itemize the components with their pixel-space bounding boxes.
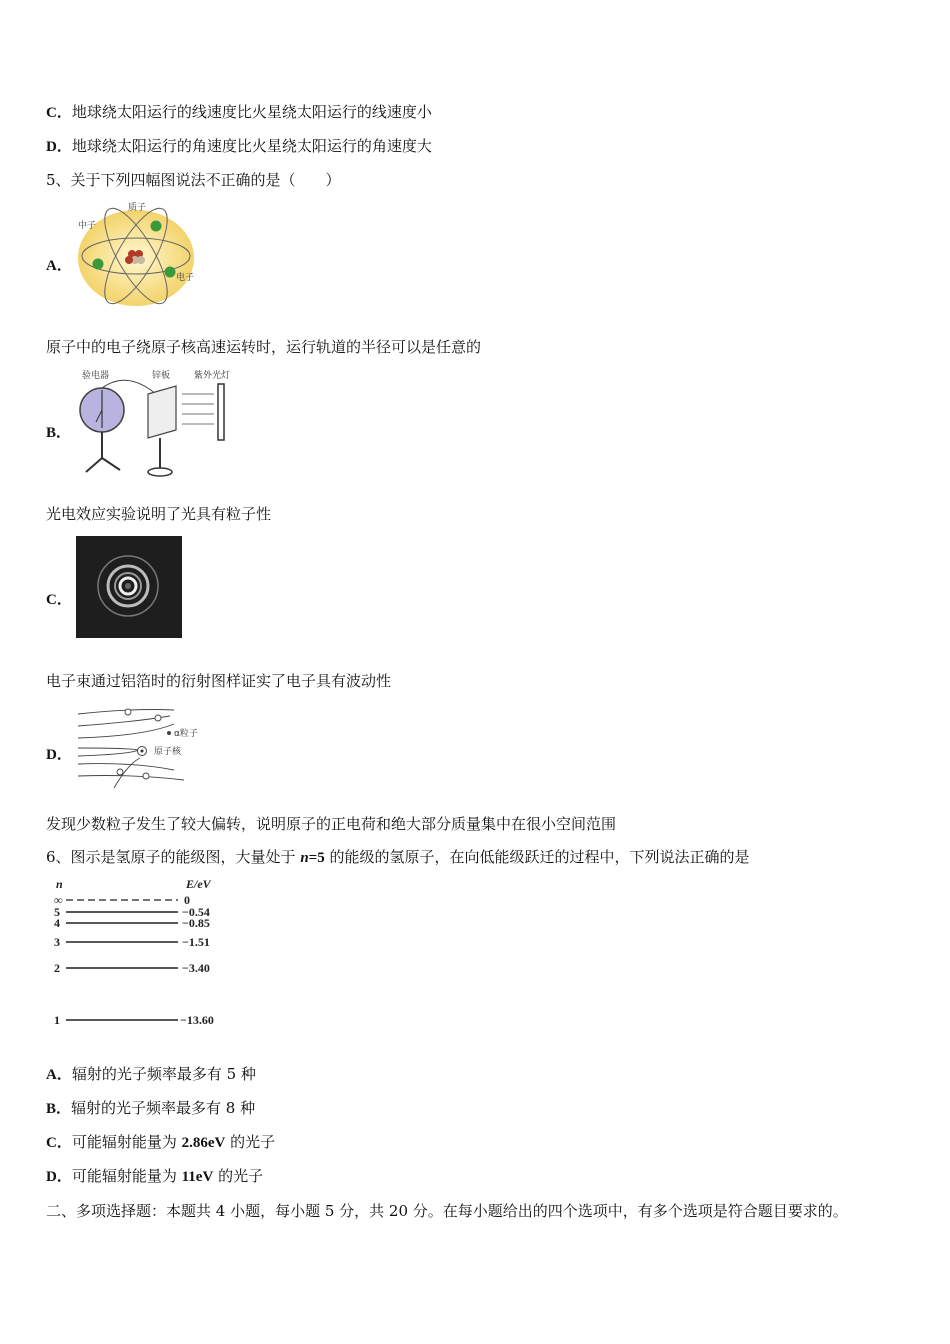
trajectory — [78, 724, 174, 738]
level-energy: −0.54 — [182, 905, 210, 919]
level-energy: −1.51 — [182, 935, 210, 949]
q5-option-a-text: 原子中的电子绕原子核高速运转时，运行轨道的半径可以是任意的 — [46, 338, 482, 356]
n-header: n — [56, 877, 63, 891]
nucleus-label: 原子核 — [154, 747, 182, 757]
alpha-scattering-figure — [74, 700, 206, 792]
level-2 — [54, 961, 210, 975]
energy-level-diagram — [48, 876, 238, 1028]
stem-variable: n — [300, 850, 309, 866]
level-n: 3 — [54, 935, 60, 949]
stand-leg — [86, 458, 102, 472]
q5-stem: 5、关于下列四幅图说法不正确的是（ ） — [46, 171, 341, 189]
q5-option-b-label: B． — [46, 425, 72, 441]
option-text: 辐射的光子频率最多有 8 种 — [71, 1099, 256, 1117]
option-label: C． — [46, 105, 72, 121]
q4-option-d — [46, 136, 432, 157]
option-text: 的光子 — [213, 1167, 264, 1185]
neutron-label: 中子 — [78, 221, 97, 231]
level-n: 2 — [54, 961, 60, 975]
energy-header: E/eV — [186, 877, 211, 891]
atom-model-figure — [72, 198, 202, 310]
level-n: 5 — [54, 905, 60, 919]
electron — [165, 267, 176, 278]
electroscope-label: 验电器 — [82, 371, 110, 381]
trajectory — [78, 776, 184, 781]
q6-option-d — [46, 1166, 263, 1187]
q5-option-d-label: D． — [46, 747, 72, 763]
stem-value: =5 — [308, 850, 325, 866]
zinc-plate-label: 锌板 — [152, 371, 171, 381]
option-label: A． — [46, 1067, 72, 1083]
level-4 — [54, 916, 210, 930]
uv-lamp — [218, 384, 224, 440]
level-energy: −0.85 — [182, 916, 210, 930]
q6-option-c — [46, 1132, 275, 1153]
level-n: ∞ — [54, 893, 63, 907]
diffraction-center — [125, 583, 131, 589]
q4-option-c — [46, 102, 432, 123]
zinc-base — [148, 468, 172, 476]
diffraction-pattern-figure — [76, 536, 182, 638]
option-text: 地球绕太阳运行的角速度比火星绕太阳运行的角速度大 — [71, 137, 432, 155]
q5-option-c-text: 电子束通过铝箔时的衍射图样证实了电子具有波动性 — [46, 672, 392, 690]
q6-option-b — [46, 1098, 255, 1119]
option-value: 11eV — [181, 1169, 214, 1185]
option-text: 可能辐射能量为 — [71, 1133, 182, 1151]
proton-label: 质子 — [128, 203, 147, 213]
stem-text: 的能级的氢原子，在向低能级跃迁的过程中，下列说法正确的是 — [324, 848, 750, 866]
level-energy: −3.40 — [182, 961, 210, 975]
option-text: 地球绕太阳运行的线速度比火星绕太阳运行的线速度小 — [71, 103, 432, 121]
level-n: 4 — [54, 916, 60, 930]
option-text: 可能辐射能量为 — [71, 1167, 182, 1185]
level-energy: 0 — [184, 893, 190, 907]
q5-option-a-label: A． — [46, 258, 72, 274]
option-text: 的光子 — [225, 1133, 276, 1151]
uv-lamp-label: 紫外光灯 — [194, 371, 231, 381]
q5-option-c-label: C． — [46, 592, 72, 608]
option-label: B． — [46, 1101, 72, 1117]
level-energy: −13.60 — [180, 1013, 214, 1027]
option-label: D． — [46, 1169, 72, 1185]
option-text: 辐射的光子频率最多有 5 种 — [71, 1065, 256, 1083]
q6-option-a — [46, 1064, 256, 1085]
option-label: C． — [46, 1135, 72, 1151]
alpha-particle — [117, 769, 123, 775]
alpha-particle — [143, 773, 149, 779]
section-2-heading: 二、多项选择题：本题共 4 小题，每小题 5 分，共 20 分。在每小题给出的四个选项中，有多个选项是符合题目要求的。 — [46, 1202, 848, 1220]
q6-stem — [46, 847, 750, 868]
level-inf — [54, 893, 190, 907]
photoelectric-figure — [72, 364, 248, 484]
electron — [93, 259, 104, 270]
electron-label: 电子 — [176, 273, 195, 283]
level-n: 1 — [54, 1013, 60, 1027]
zinc-plate — [148, 386, 176, 438]
option-label: D． — [46, 139, 72, 155]
trajectory — [78, 764, 174, 770]
nucleus-core — [141, 750, 144, 753]
q5-option-b-text: 光电效应实验说明了光具有粒子性 — [46, 505, 272, 523]
electron — [151, 221, 162, 232]
particle-label: α粒子 — [174, 729, 198, 739]
level-1 — [54, 1013, 214, 1027]
stand-leg — [102, 458, 120, 470]
nucleus-particle — [137, 256, 145, 264]
q5-option-d-text: 发现少数粒子发生了较大偏转，说明原子的正电荷和绝大部分质量集中在很小空间范围 — [46, 815, 617, 833]
legend-particle-dot — [167, 731, 171, 735]
level-3 — [54, 935, 210, 949]
alpha-particle — [155, 715, 161, 721]
stem-text: 6、图示是氢原子的能级图，大量处于 — [46, 848, 301, 866]
trajectory — [78, 748, 138, 756]
nucleus-particle — [125, 256, 133, 264]
alpha-particle — [125, 709, 131, 715]
option-value: 2.86eV — [181, 1135, 226, 1151]
